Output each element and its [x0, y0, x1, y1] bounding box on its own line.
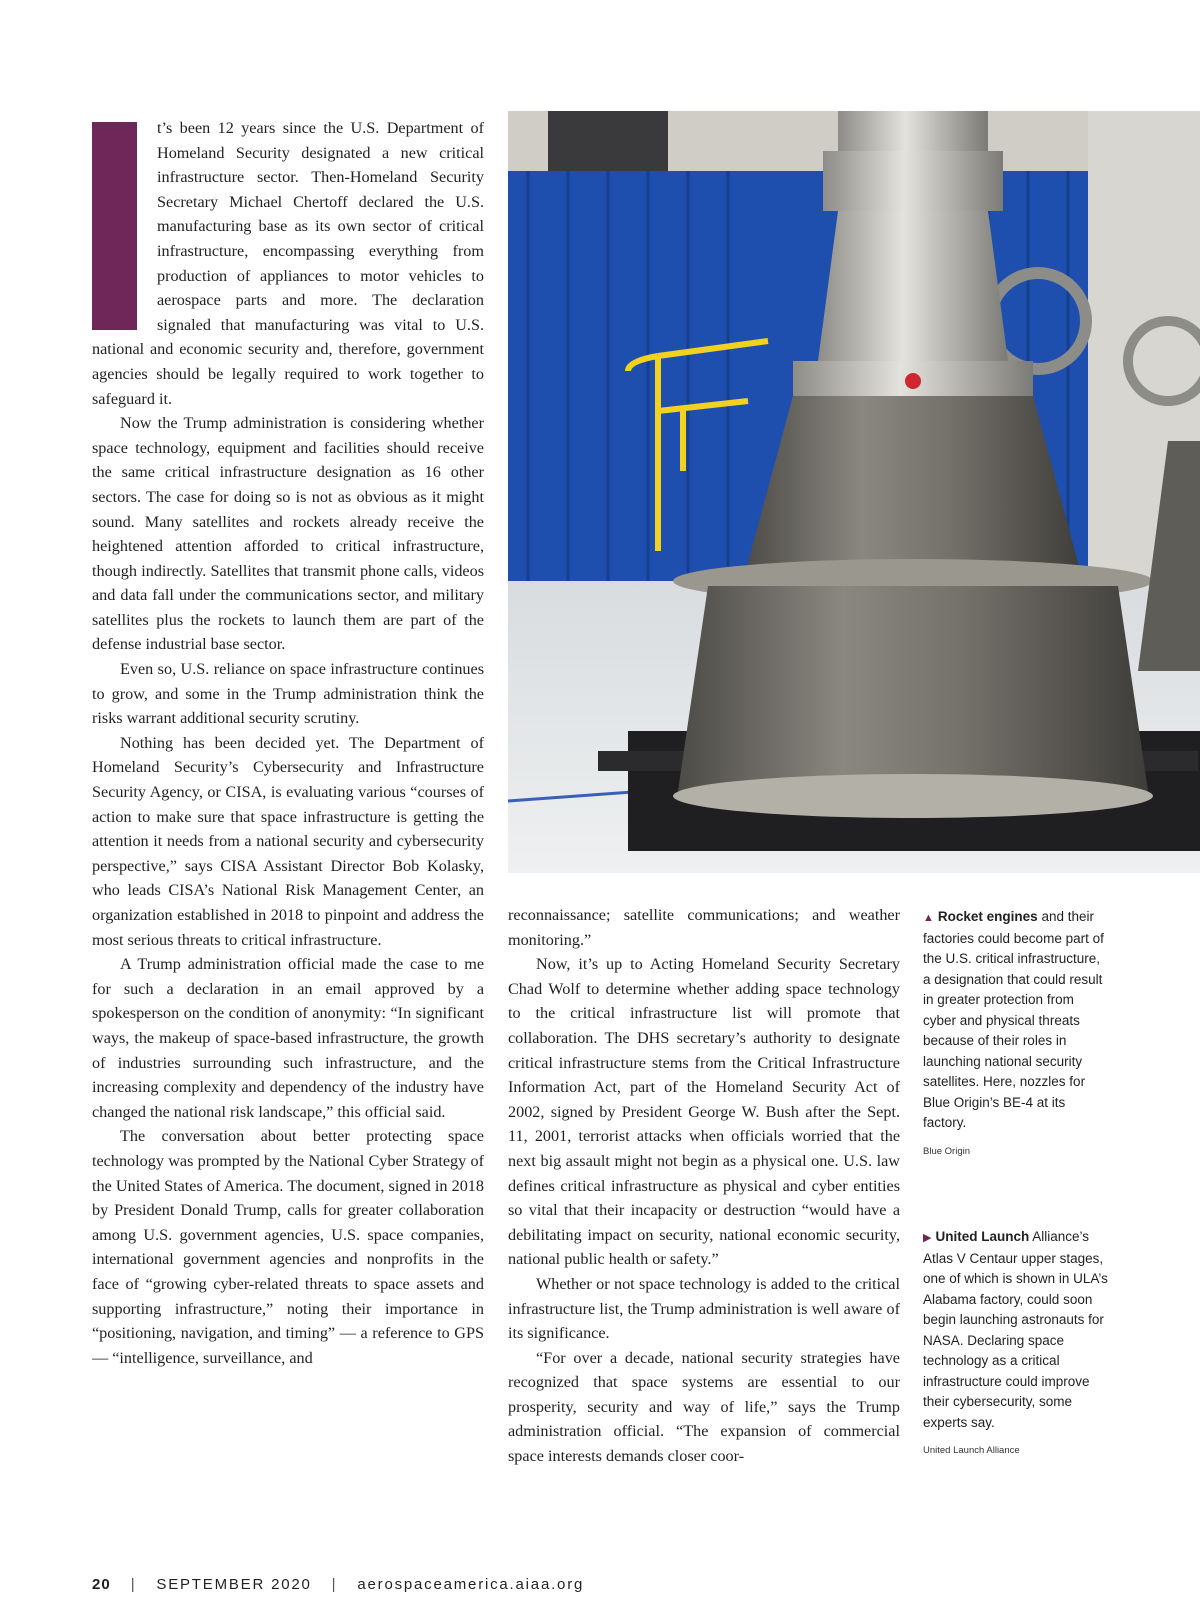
drop-cap-letter [92, 220, 95, 231]
article-column-left [92, 116, 484, 1370]
rocket-nozzle-photo [508, 111, 1200, 873]
photo-credit: Blue Origin [923, 1145, 970, 1157]
article-paragraph: A Trump administration official made the case to me for such a declaration in an email approved by a spokesperson on the condition of anonymity: “In significant ways, the makeup of space-based infrastructure, the growth of industries surrounding such infrastructure, and the increasing complexity and dependency of the industry have changed the national risk landscape,” this official said. [92, 955, 484, 1121]
article-paragraph: Now the Trump administration is considering whether space technology, equipment and facilities should receive the same critical infrastructure designation as 16 other sectors. The case for doing so is not as obvious as it might sound. Many satellites and rockets already receive the heightened attention afforded to critical infrastructure, though indirectly. Satellites that transmit phone calls, videos and data fall under the communications sector, and military satellites plus the rockets to launch them are part of the defense industrial base sector. [92, 414, 484, 654]
article-paragraph: Now, it’s up to Acting Homeland Security Secretary Chad Wolf to determine whether adding space technology to the critical infrastructure list will promote that collaboration. The DHS secretary’s authority to designate critical infrastructure stems from the Critical Infrastructure Information Act, part of the Homeland Security Act of 2002, signed by President George W. Bush after the Sept. 11, 2001, terrorist attacks when officials worried that the next big assault might not begin as a physical one. U.S. law defines critical infrastructure as physical and cyber entities so vital that their incapacity or destruction “would have a debilitating impact on security, national economic security, national public health or safety.” [508, 955, 900, 1269]
article-paragraph: Even so, U.S. reliance on space infrastructure continues to grow, and some in the Trump administration think the risks warrant additional security scrutiny. [92, 660, 484, 728]
page-number: 20 [92, 1576, 111, 1593]
caption-text: and their factories could become part of the U.S. critical infrastructure, a designation that could result in greater protection from cyber and physical threats because of their roles in launching national security satellites. Here, nozzles for Blue Origin’s BE-4 at its factory. [923, 909, 1104, 1130]
article-paragraph: Whether or not space technology is added to the critical infrastructure list, the Trump administration is well aware of its significance. [508, 1274, 900, 1343]
article-paragraph: “For over a decade, national security strategies have recognized that space systems are essential to our prosperity, security and way of life,” says the Trump administration official. “The expansion of commercial space interests demands closer coor- [508, 1348, 900, 1466]
photo-credit: United Launch Alliance [923, 1445, 1020, 1456]
issue-date: SEPTEMBER 2020 [156, 1576, 312, 1593]
photo-illustration [508, 111, 1200, 873]
photo-caption-united-launch [923, 1227, 1108, 1462]
article-paragraph: The conversation about better protecting space technology was prompted by the National Cyber Strategy of the United States of America. The document, signed in 2018 by President Donald Trump, calls for greater collaboration among U.S. government agencies, U.S. space companies, international government agencies and nonprofits in the face of “growing cyber-related threats to space assets and supporting infrastructure,” noting their importance in “positioning, navigation, and timing” — a reference to GPS –– “intelligence, surveillance, and [92, 1127, 484, 1367]
footer-separator: | [130, 1576, 137, 1593]
caption-lead: Rocket engines [937, 909, 1038, 924]
article-column-middle [508, 903, 900, 1469]
triangle-up-icon: ▲ [923, 912, 934, 924]
page-footer [92, 1576, 584, 1593]
article-paragraph: t’s been 12 years since the U.S. Department of Homeland Security designated a new critical infrastructure sector. Then-Homeland Security Secretary Michael Chertoff declared the U.S. manufacturing base as its own sector of critical infrastructure, encompassing everything from production of appliances to motor vehicles to aerospace parts and more. The declaration signaled that manufacturing was vital to U.S. national and economic security and, therefore, government agencies should be legally required to work together to safeguard it. [92, 119, 484, 408]
drop-cap [92, 122, 137, 330]
caption-lead: United Launch [935, 1229, 1030, 1244]
article-paragraph: reconnaissance; satellite communications; and weather monitoring.” [508, 906, 900, 949]
article-paragraph: Nothing has been decided yet. The Department of Homeland Security’s Cybersecurity and Infrastructure Security Agency, or CISA, is evaluating various “courses of action to make sure that space infrastructure is getting the attention it needs from a national security and cybersecurity perspective,” says CISA Assistant Director Bob Kolasky, who leads CISA’s National Risk Management Center, an organization established in 2018 to pinpoint and address the most serious threats to critical infrastructure. [92, 733, 484, 949]
website-link[interactable]: aerospaceamerica.aiaa.org [357, 1576, 585, 1593]
photo-caption-rocket-engines [923, 907, 1108, 1162]
triangle-right-icon: ▶ [923, 1232, 932, 1244]
footer-separator: | [331, 1576, 338, 1593]
caption-text: Alliance’s Atlas V Centaur upper stages, one of which is shown in ULA’s Alabama factory, could soon begin launching astronauts for NASA. Declaring space technology as a critical infrastructure could improve their cybersecurity, some experts say. [923, 1229, 1108, 1430]
